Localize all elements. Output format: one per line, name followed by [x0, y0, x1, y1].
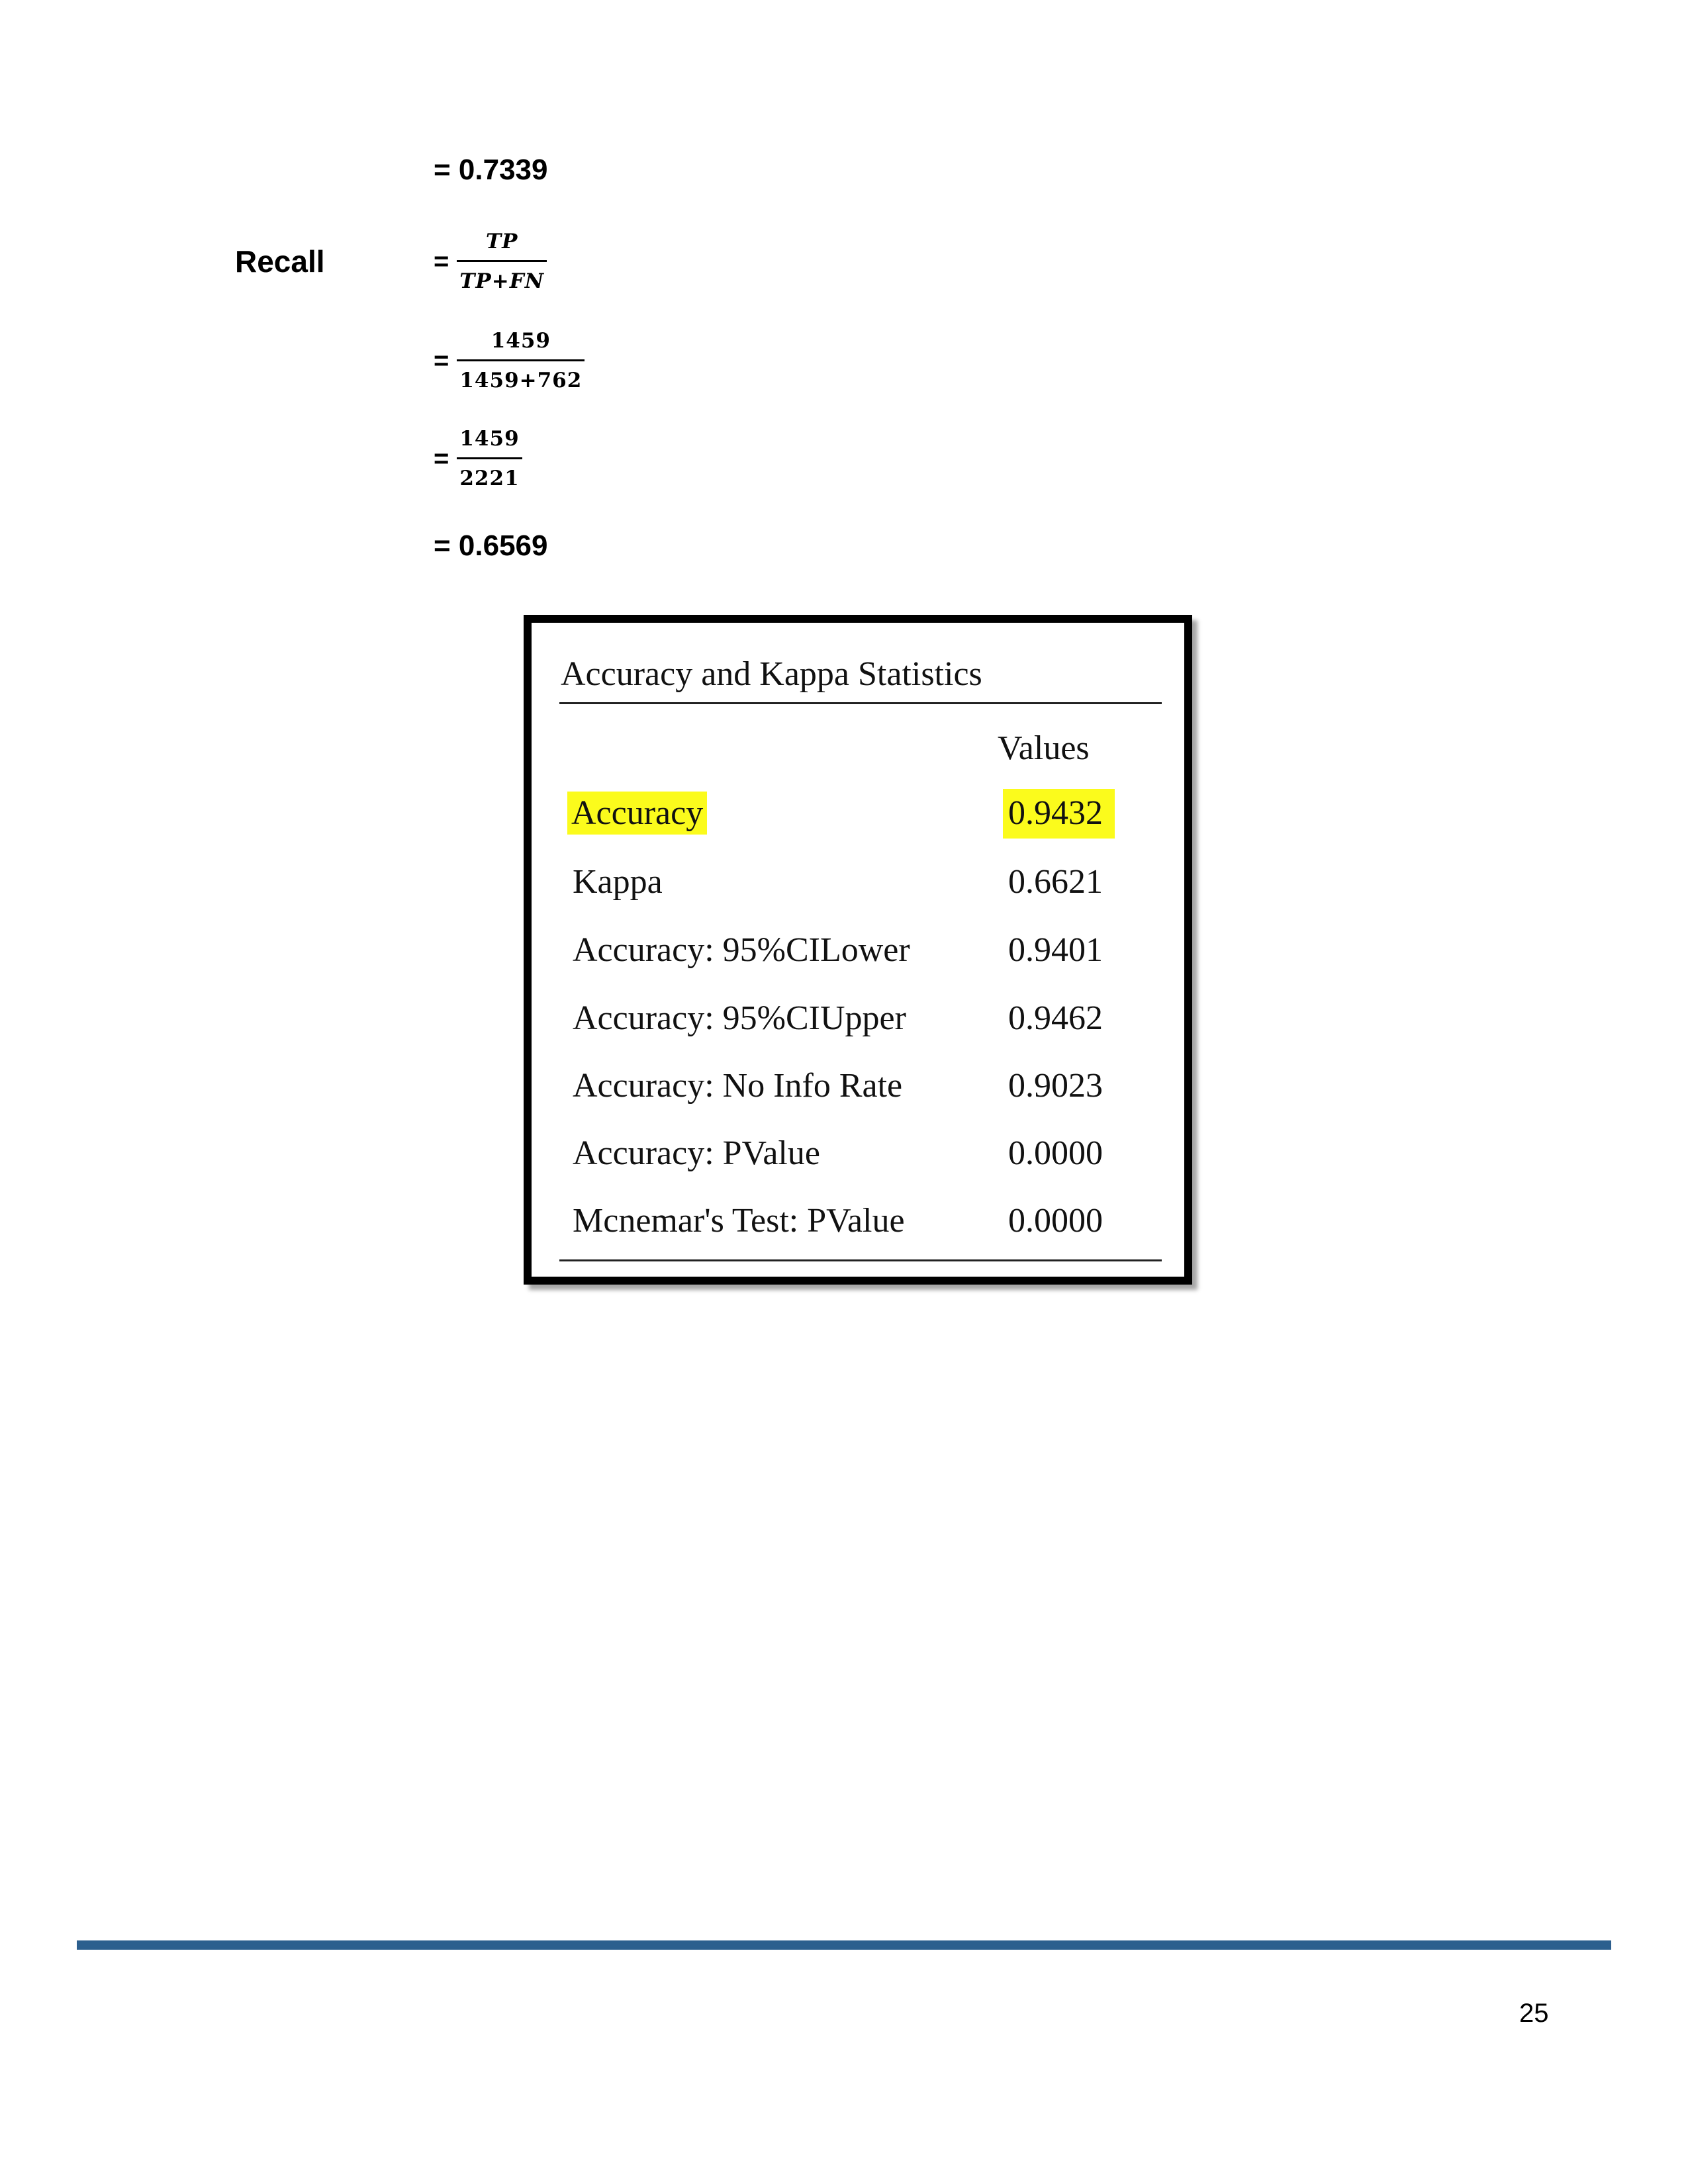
recall-label: Recall	[235, 244, 325, 279]
recall-formula	[434, 232, 547, 292]
page-number: 25	[1519, 1999, 1549, 2028]
stats-row-value: 0.6621	[1008, 863, 1103, 901]
fraction	[457, 429, 522, 489]
footer-bar	[77, 1940, 1611, 1950]
fraction-numerator: 1459	[491, 329, 551, 353]
stats-row-label: Mcnemar's Test: PValue	[573, 1202, 905, 1240]
highlighted-value: 0.9432	[1003, 789, 1115, 839]
fraction	[457, 232, 547, 292]
fraction-denominator: 2221	[459, 467, 520, 490]
stats-row-label: Accuracy: 95%CIUpper	[573, 999, 906, 1037]
stats-row-label: Accuracy: PValue	[573, 1134, 820, 1172]
values-header: Values	[998, 729, 1090, 767]
recall-result: = 0.6569	[434, 529, 548, 562]
stats-row-value	[1008, 794, 1115, 833]
highlighted-label: Accuracy	[567, 792, 707, 835]
equals-sign: =	[434, 444, 449, 473]
stats-row-value: 0.9401	[1008, 931, 1103, 969]
stats-row-label: Accuracy: No Info Rate	[573, 1067, 903, 1105]
fraction-numerator: TP	[486, 230, 518, 253]
recall-substitution	[434, 331, 585, 391]
equals-sign: =	[434, 346, 449, 375]
fraction	[457, 331, 585, 391]
fraction-numerator: 1459	[459, 427, 520, 451]
fraction-bar	[457, 260, 547, 262]
precision-result: = 0.7339	[434, 154, 548, 186]
fraction-bar	[457, 359, 585, 361]
stats-row-label	[573, 794, 707, 833]
stats-row-label: Kappa	[573, 863, 663, 901]
fraction-denominator: TP+FN	[459, 269, 545, 293]
title-rule	[559, 702, 1162, 704]
fraction-bar	[457, 457, 522, 459]
stats-title: Accuracy and Kappa Statistics	[561, 655, 982, 693]
bottom-rule	[559, 1259, 1162, 1261]
stats-row-value: 0.0000	[1008, 1202, 1103, 1240]
stats-table	[524, 615, 1192, 1285]
stats-row-value: 0.9462	[1008, 999, 1103, 1037]
stats-row-value: 0.9023	[1008, 1067, 1103, 1105]
stats-row-label: Accuracy: 95%CILower	[573, 931, 910, 969]
recall-simplified	[434, 429, 522, 489]
fraction-denominator: 1459+762	[459, 369, 583, 392]
equals-sign: =	[434, 247, 449, 276]
stats-row-value: 0.0000	[1008, 1134, 1103, 1172]
